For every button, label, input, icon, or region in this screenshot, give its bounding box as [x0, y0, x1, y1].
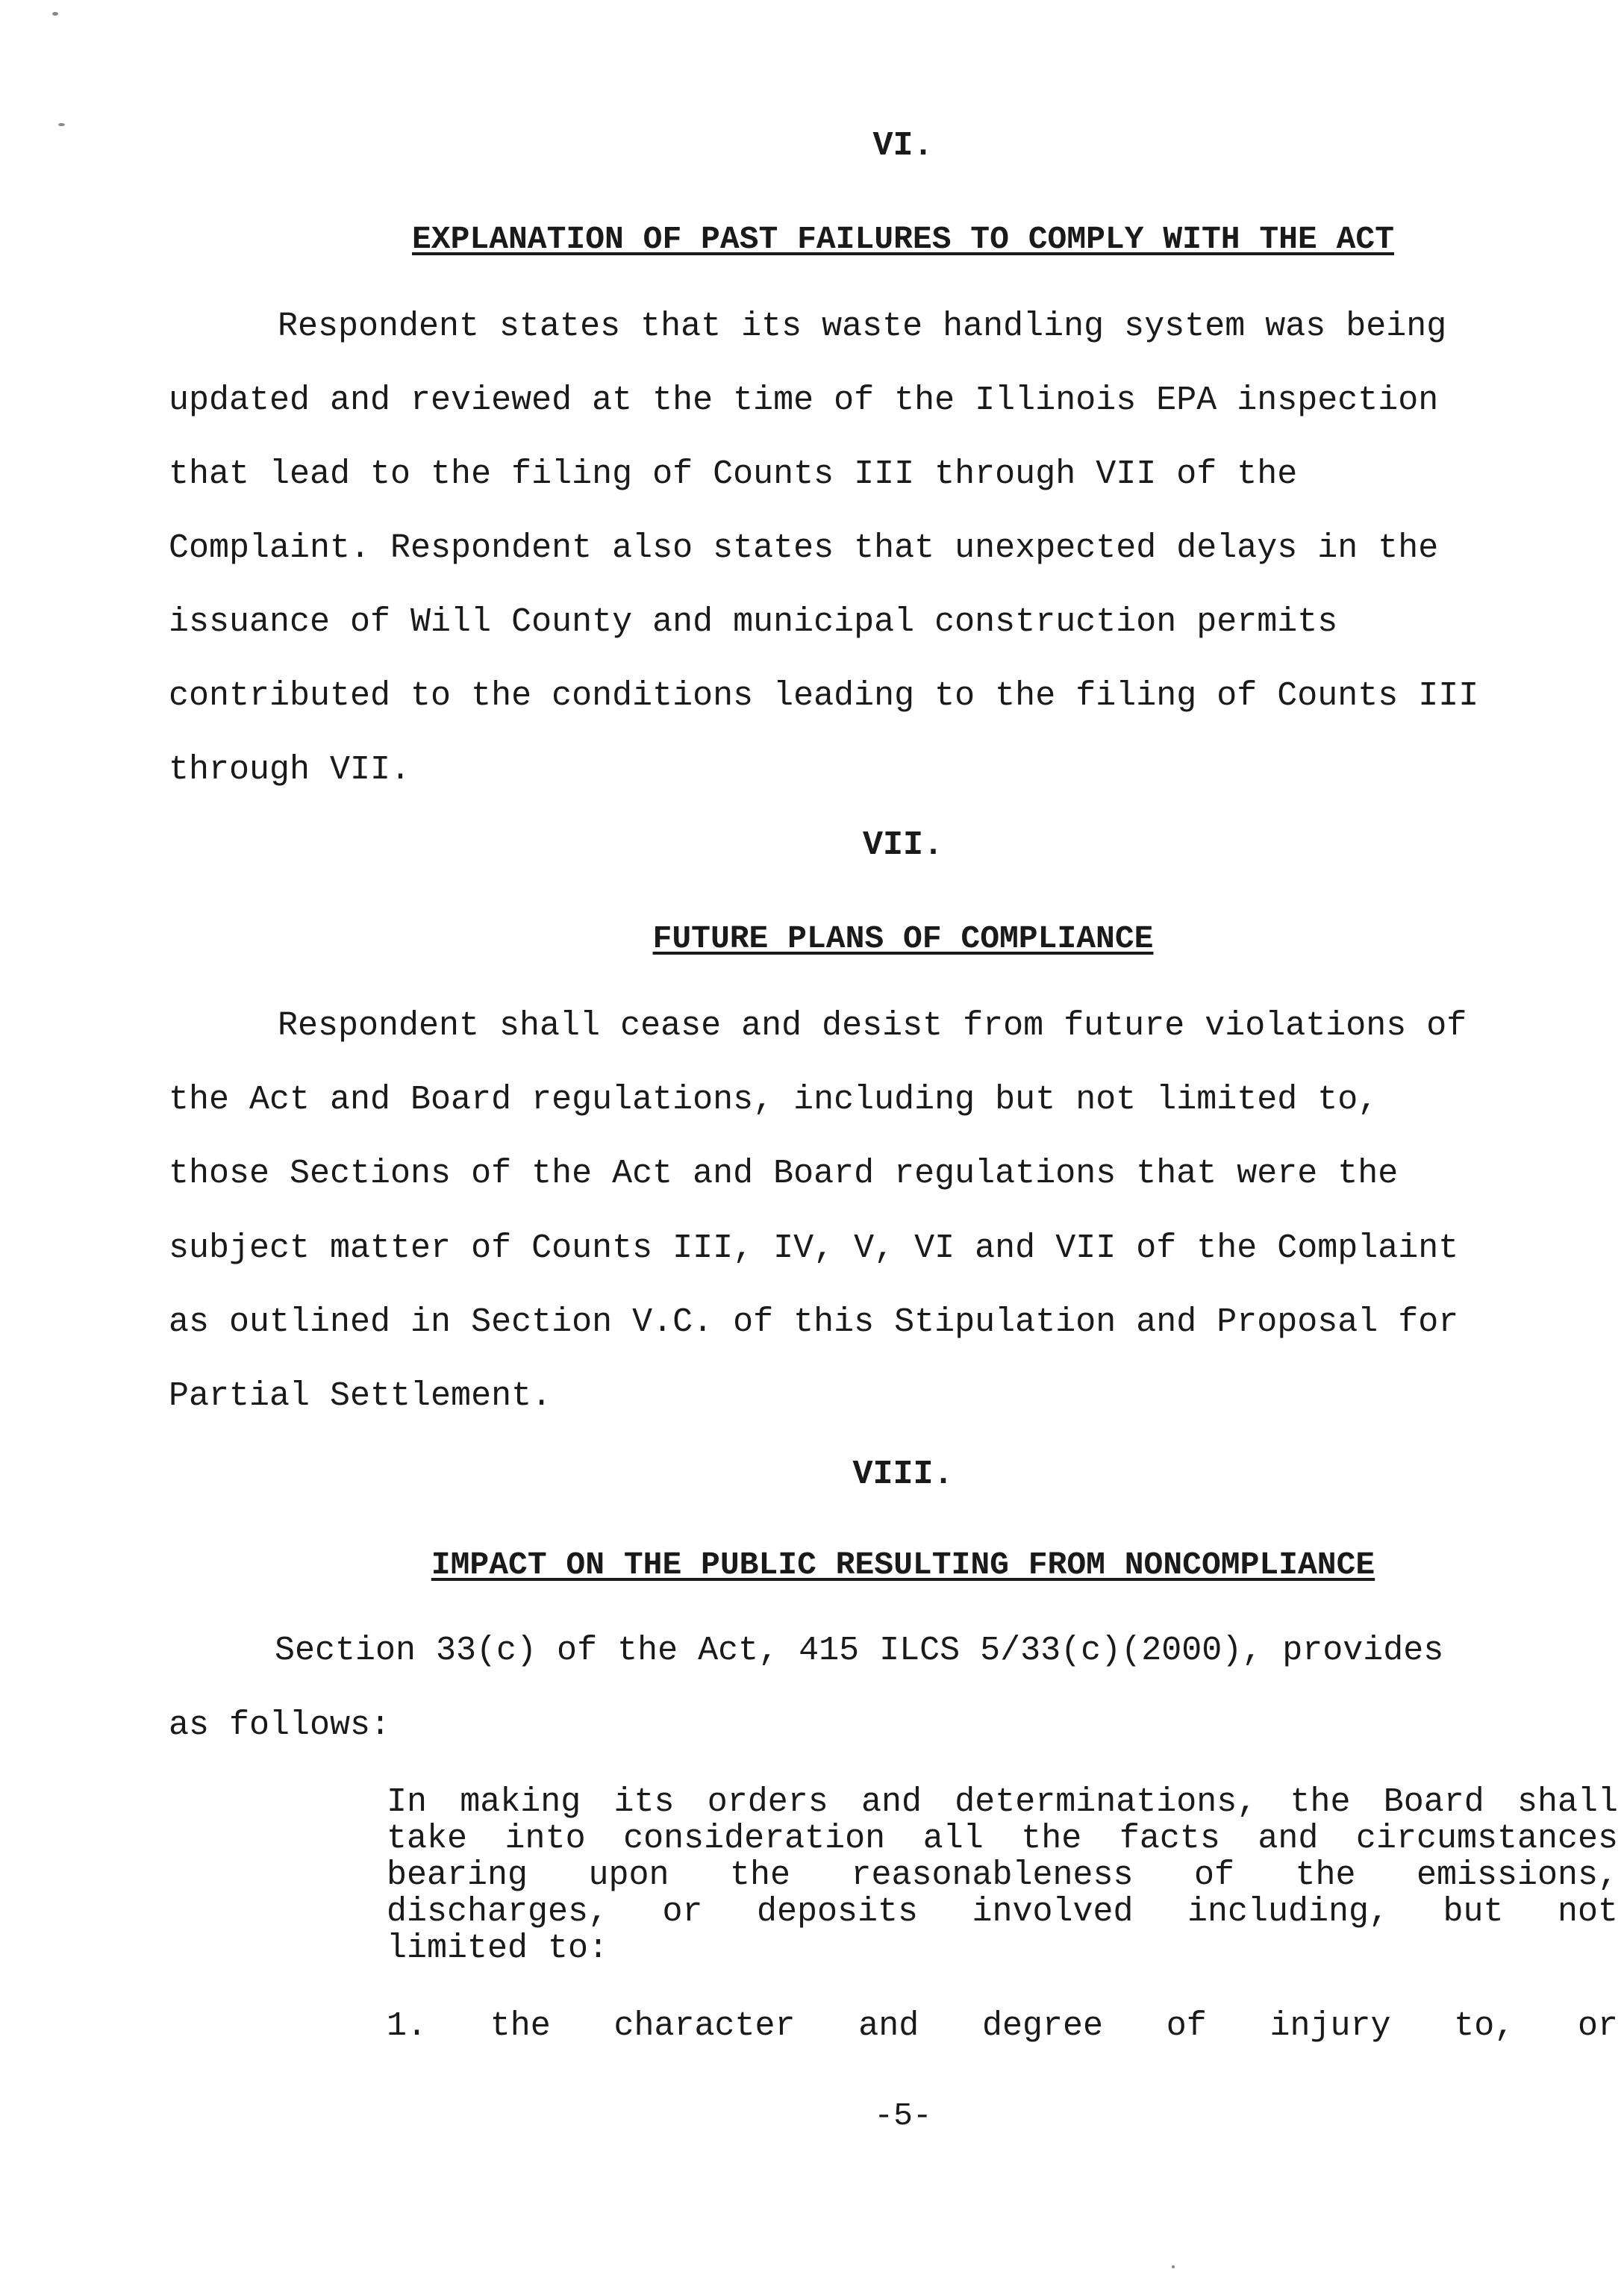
quote-line-1: In making its orders and determinations, the Board shall [387, 1783, 1618, 1821]
section-vii-line-6: Partial Settlement. [169, 1377, 552, 1415]
section-vii-title: FUTURE PLANS OF COMPLIANCE [652, 920, 1154, 957]
section-viii-line-1: Section 33(c) of the Act, 415 ILCS 5/33(c)(2000), provides [275, 1632, 1444, 1670]
section-vi-line-4: Complaint. Respondent also states that unexpected delays in the [169, 529, 1439, 567]
quote-line-5: limited to: [387, 1929, 609, 1968]
section-vii-line-5: as outlined in Section V.C. of this Stipulation and Proposal for [169, 1303, 1459, 1341]
section-vii-number: VII. [862, 826, 944, 864]
scan-speck [1172, 2265, 1175, 2268]
section-vi-line-2: updated and reviewed at the time of the Illinois EPA inspection [169, 381, 1439, 419]
section-vi-line-5: issuance of Will County and municipal construction permits [169, 603, 1338, 641]
statute-quote [387, 1784, 1618, 1967]
quote-line-2: take into consideration all the facts and circumstances [387, 1820, 1618, 1858]
section-vii-line-2: the Act and Board regulations, including but not limited to, [169, 1081, 1378, 1119]
section-vii-line-4: subject matter of Counts III, IV, V, VI and VII of the Complaint [169, 1229, 1459, 1267]
page-number: -5- [874, 2097, 932, 2134]
quote-line-3: bearing upon the reasonableness of the emissions, [387, 1856, 1618, 1894]
section-viii-line-2: as follows: [169, 1706, 391, 1744]
scan-speck [58, 123, 65, 126]
section-vi-number: VI. [872, 127, 934, 165]
section-viii-number: VIII. [852, 1455, 954, 1494]
list-item-1: 1. the character and degree of injury to, or [387, 2007, 1618, 2045]
section-vii-line-3: those Sections of the Act and Board regulations that were the [169, 1155, 1399, 1193]
section-vi-line-3: that lead to the filing of Counts III through VII of the [169, 455, 1298, 493]
section-vi-line-1: Respondent states that its waste handling system was being [278, 308, 1447, 346]
section-vi-title: EXPLANATION OF PAST FAILURES TO COMPLY WITH THE ACT [411, 221, 1394, 258]
quote-line-4: discharges, or deposits involved including, but not [387, 1893, 1618, 1931]
section-vi-line-7: through VII. [169, 751, 411, 789]
section-vii-line-1: Respondent shall cease and desist from future violations of [278, 1007, 1467, 1045]
section-vi-line-6: contributed to the conditions leading to the filing of Counts III [169, 677, 1479, 715]
scan-speck [52, 12, 58, 16]
section-viii-title: IMPACT ON THE PUBLIC RESULTING FROM NONCOMPLIANCE [431, 1547, 1375, 1583]
